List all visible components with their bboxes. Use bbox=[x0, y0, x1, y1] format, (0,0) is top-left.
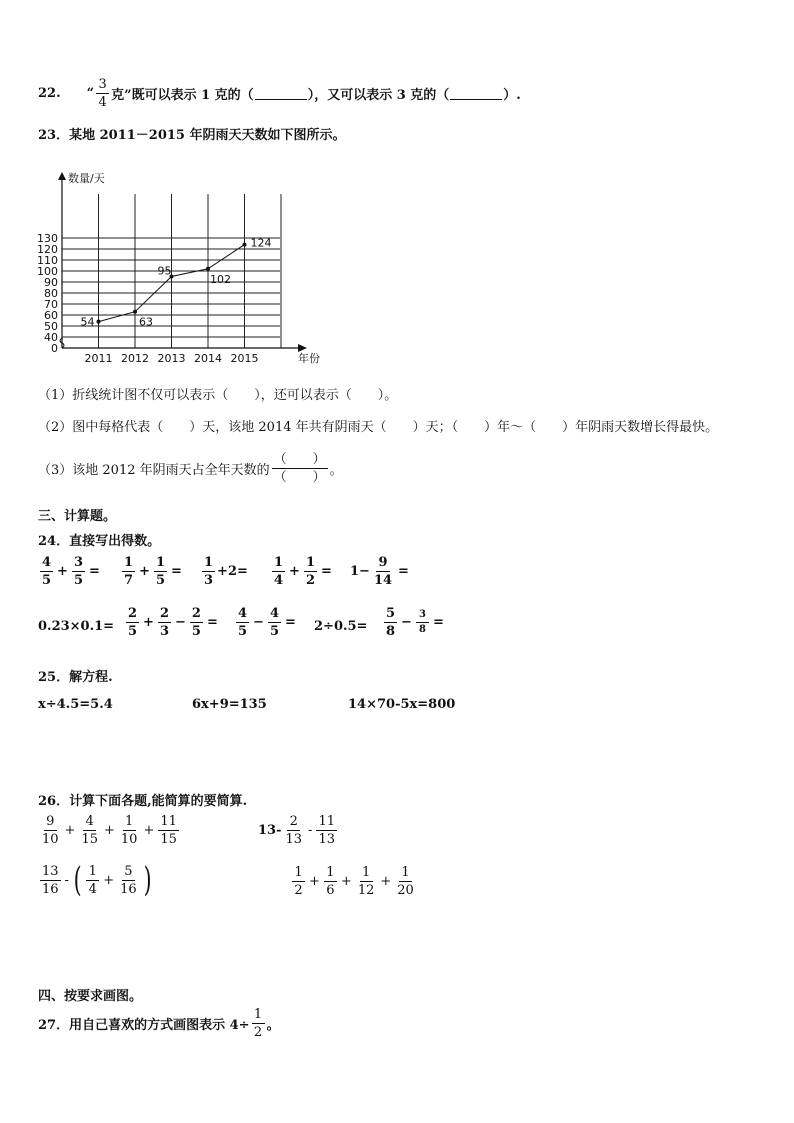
den: 20 bbox=[397, 883, 414, 898]
q26-expr-1 bbox=[38, 815, 181, 846]
den: 5 bbox=[269, 624, 279, 639]
num: 2 bbox=[128, 606, 138, 621]
num: 13 bbox=[42, 863, 59, 879]
den: 8 bbox=[386, 624, 396, 639]
x-tick-label: 2015 bbox=[230, 352, 259, 365]
equals: = bbox=[321, 564, 332, 579]
q27-end: 。 bbox=[266, 1018, 280, 1033]
operator: + bbox=[143, 823, 155, 838]
x-tick-label: 2011 bbox=[84, 352, 113, 365]
q27-text: 27．用自己喜欢的方式画图表示 4÷ bbox=[38, 1018, 250, 1033]
y-tick-label: 60 bbox=[44, 309, 58, 322]
q27-fraction bbox=[252, 1008, 265, 1039]
frac bbox=[190, 607, 203, 638]
right-paren: ) bbox=[143, 860, 152, 900]
q22-frac-num: 3 bbox=[96, 78, 109, 94]
num: 1 bbox=[274, 555, 284, 570]
q24-r2-b bbox=[124, 607, 220, 638]
q23-sub3-num[interactable]: （ ） bbox=[273, 452, 326, 467]
den: 14 bbox=[373, 573, 393, 588]
frac bbox=[268, 607, 281, 638]
operator: − bbox=[253, 615, 264, 630]
data-label: 54 bbox=[80, 315, 95, 329]
den: 4 bbox=[88, 881, 97, 897]
rest: +2= bbox=[217, 564, 248, 579]
num: 11 bbox=[160, 814, 177, 829]
q23-sub3-den[interactable]: （ ） bbox=[273, 470, 326, 485]
x-tick-label: 2012 bbox=[121, 352, 149, 365]
den: 8 bbox=[418, 624, 426, 635]
q22-blank-1[interactable] bbox=[255, 87, 307, 100]
operator: + bbox=[380, 874, 392, 889]
den: 15 bbox=[160, 832, 177, 847]
data-point bbox=[133, 310, 137, 314]
q25-eq2: 6x+9=135 bbox=[192, 697, 267, 712]
q24-r1-b bbox=[120, 556, 184, 587]
operator: + bbox=[143, 615, 154, 630]
frac bbox=[40, 865, 61, 896]
num: 1 bbox=[360, 866, 373, 882]
den: 5 bbox=[191, 624, 201, 639]
den: 4 bbox=[274, 573, 284, 588]
x-tick-label: 2013 bbox=[157, 352, 186, 365]
q26-expr-2 bbox=[258, 815, 339, 846]
equals: = bbox=[285, 615, 296, 630]
frac bbox=[40, 556, 53, 587]
num: 1 bbox=[86, 865, 99, 881]
y-tick-label: 70 bbox=[44, 298, 58, 311]
data-label: 63 bbox=[139, 315, 153, 329]
q23-sub3-end: 。 bbox=[329, 463, 343, 478]
q25-title: 25．解方程. bbox=[38, 670, 113, 685]
frac bbox=[158, 815, 179, 846]
den: 5 bbox=[73, 573, 83, 588]
operator: - bbox=[308, 823, 313, 838]
q25-eq1: x÷4.5=5.4 bbox=[38, 697, 113, 712]
y-tick-label: 110 bbox=[37, 254, 58, 267]
operator: + bbox=[64, 823, 76, 838]
q24-r1-e bbox=[350, 556, 411, 587]
q22-number: 22. bbox=[38, 86, 61, 101]
den: 10 bbox=[42, 832, 59, 847]
q24-r1-d bbox=[270, 556, 334, 587]
num: 1 bbox=[305, 555, 315, 570]
num: 4 bbox=[42, 555, 52, 570]
prefix: 13- bbox=[258, 823, 282, 838]
y-tick-label: 50 bbox=[44, 320, 58, 333]
den: 7 bbox=[124, 573, 134, 588]
operator: + bbox=[289, 564, 300, 579]
q24-r1-a bbox=[38, 556, 102, 587]
q22-blank-2[interactable] bbox=[450, 87, 502, 100]
left-paren: ( bbox=[73, 860, 82, 900]
q26-title: 26．计算下面各题,能简算的要简算. bbox=[38, 794, 248, 809]
den: 16 bbox=[120, 881, 137, 897]
num: 1 bbox=[292, 866, 305, 882]
num: 1 bbox=[252, 1008, 265, 1024]
num: 5 bbox=[386, 606, 396, 621]
data-label: 102 bbox=[210, 272, 231, 286]
equals: = bbox=[89, 564, 100, 579]
operator: + bbox=[309, 874, 320, 889]
equals: = bbox=[398, 564, 409, 579]
den: 15 bbox=[81, 832, 98, 847]
frac bbox=[236, 607, 249, 638]
num: 11 bbox=[318, 814, 335, 829]
y-axis-arrow-icon bbox=[58, 172, 66, 180]
q22-text1: 克”既可以表示 1 克的（ bbox=[111, 88, 254, 103]
den: 6 bbox=[326, 883, 335, 898]
den: 2 bbox=[253, 1025, 263, 1040]
num: 2 bbox=[191, 606, 201, 621]
q22-open-quote: “ bbox=[86, 86, 95, 101]
frac bbox=[86, 865, 99, 896]
equals: = bbox=[432, 615, 444, 630]
frac bbox=[384, 607, 397, 638]
q23-sub3 bbox=[38, 453, 343, 484]
den: 2 bbox=[305, 573, 315, 588]
operator: + bbox=[103, 872, 115, 888]
frac bbox=[126, 607, 139, 638]
frac bbox=[316, 815, 337, 846]
num: 4 bbox=[83, 815, 96, 831]
den: 13 bbox=[318, 832, 335, 847]
q24-title: 24．直接写出得数。 bbox=[38, 534, 161, 549]
num: 1 bbox=[324, 866, 337, 882]
question-27 bbox=[38, 1008, 280, 1039]
operator: + bbox=[139, 564, 150, 579]
frac bbox=[356, 866, 377, 897]
frac bbox=[119, 815, 140, 846]
q24-row-1 bbox=[38, 556, 758, 596]
num: 3 bbox=[416, 610, 429, 623]
section-4-heading: 四、按要求画图。 bbox=[38, 989, 143, 1004]
y-tick-label: 0 bbox=[51, 342, 58, 355]
data-point bbox=[243, 243, 247, 247]
section-3-heading: 三、计算题。 bbox=[38, 509, 117, 524]
num: 1 bbox=[124, 555, 134, 570]
q22-text2: ），又可以表示 3 克的（ bbox=[307, 88, 450, 103]
q25-eq3: 14×70-5x=800 bbox=[348, 697, 456, 712]
prefix: 1− bbox=[350, 564, 370, 579]
x-axis-label: 年份 bbox=[298, 352, 320, 365]
operator: + bbox=[104, 823, 115, 838]
frac bbox=[395, 866, 416, 897]
frac bbox=[372, 556, 394, 587]
q23-sub2: （2）图中每格代表（ ）天，该地 2014 年共有阴雨天（ ）天；（ ）年～（ ）年阴雨天数增长得最快。 bbox=[38, 420, 719, 435]
den: 16 bbox=[42, 881, 59, 897]
question-22 bbox=[38, 78, 521, 109]
q24-r2-e bbox=[382, 607, 446, 638]
y-tick-label: 90 bbox=[44, 276, 58, 289]
num: 1 bbox=[399, 866, 412, 882]
x-axis-arrow-icon bbox=[298, 344, 307, 352]
q24-r2-a: 0.23×0.1= bbox=[38, 619, 115, 634]
frac bbox=[122, 556, 135, 587]
num: 2 bbox=[159, 606, 169, 621]
x-tick-label: 2014 bbox=[194, 352, 222, 365]
frac bbox=[292, 866, 305, 897]
den: 13 bbox=[285, 832, 303, 847]
den: 12 bbox=[357, 883, 375, 898]
frac bbox=[304, 556, 317, 587]
line-chart bbox=[30, 160, 320, 370]
q22-fraction bbox=[96, 78, 109, 109]
den: 3 bbox=[204, 573, 214, 588]
q26-expr-4 bbox=[290, 866, 418, 897]
num: 1 bbox=[123, 815, 136, 831]
frac bbox=[118, 865, 139, 896]
q24-r2-d: 2÷0.5= bbox=[314, 619, 368, 634]
den: 3 bbox=[159, 624, 169, 639]
y-tick-label: 40 bbox=[44, 331, 58, 344]
q24-r2-c bbox=[234, 607, 298, 638]
data-label: 95 bbox=[157, 264, 172, 278]
den: 5 bbox=[42, 573, 52, 588]
den: 5 bbox=[128, 624, 138, 639]
frac bbox=[202, 556, 215, 587]
frac bbox=[79, 815, 100, 846]
q22-frac-den: 4 bbox=[98, 95, 107, 110]
q23-sub3-text: （3）该地 2012 年阴雨天占全年天数的 bbox=[38, 463, 270, 478]
q24-row-2 bbox=[38, 607, 758, 647]
y-tick-label: 130 bbox=[37, 232, 58, 245]
data-point bbox=[206, 267, 210, 271]
frac bbox=[158, 607, 171, 638]
y-axis-label: 数量/天 bbox=[68, 172, 105, 185]
operator: - bbox=[64, 872, 69, 888]
num: 4 bbox=[269, 606, 279, 621]
frac bbox=[72, 556, 85, 587]
frac bbox=[272, 556, 285, 587]
frac bbox=[416, 610, 429, 635]
num: 9 bbox=[44, 815, 57, 831]
equals: = bbox=[206, 615, 218, 630]
q26-expr-3 bbox=[38, 860, 154, 900]
data-label: 124 bbox=[250, 236, 272, 250]
den: 5 bbox=[155, 573, 165, 588]
operator: − bbox=[401, 615, 412, 630]
num: 4 bbox=[238, 606, 248, 621]
num: 1 bbox=[155, 555, 165, 570]
frac bbox=[40, 815, 61, 846]
frac bbox=[284, 815, 305, 846]
data-point bbox=[97, 320, 101, 324]
q24-r1-c bbox=[200, 556, 248, 587]
q22-text3: ）. bbox=[503, 88, 521, 103]
operator: + bbox=[57, 564, 68, 579]
den: 2 bbox=[294, 883, 303, 898]
y-tick-label: 100 bbox=[37, 265, 58, 278]
num: 2 bbox=[287, 815, 300, 831]
frac bbox=[324, 866, 337, 897]
frac bbox=[154, 556, 167, 587]
num: 3 bbox=[73, 555, 83, 570]
q23-title: 23．某地 2011－2015 年阴雨天天数如下图所示。 bbox=[38, 128, 346, 143]
y-tick-label: 80 bbox=[44, 287, 58, 300]
y-tick-label: 120 bbox=[37, 243, 58, 256]
den: 10 bbox=[120, 832, 138, 847]
den: 5 bbox=[238, 624, 248, 639]
q23-sub3-fraction bbox=[272, 453, 328, 484]
num: 9 bbox=[378, 555, 388, 570]
equals: = bbox=[171, 564, 182, 579]
num: 5 bbox=[122, 865, 135, 881]
operator: + bbox=[340, 874, 352, 889]
num: 1 bbox=[204, 555, 214, 570]
q23-sub1: （1）折线统计图不仅可以表示（ ），还可以表示（ ）。 bbox=[38, 388, 398, 403]
operator: − bbox=[175, 615, 186, 630]
